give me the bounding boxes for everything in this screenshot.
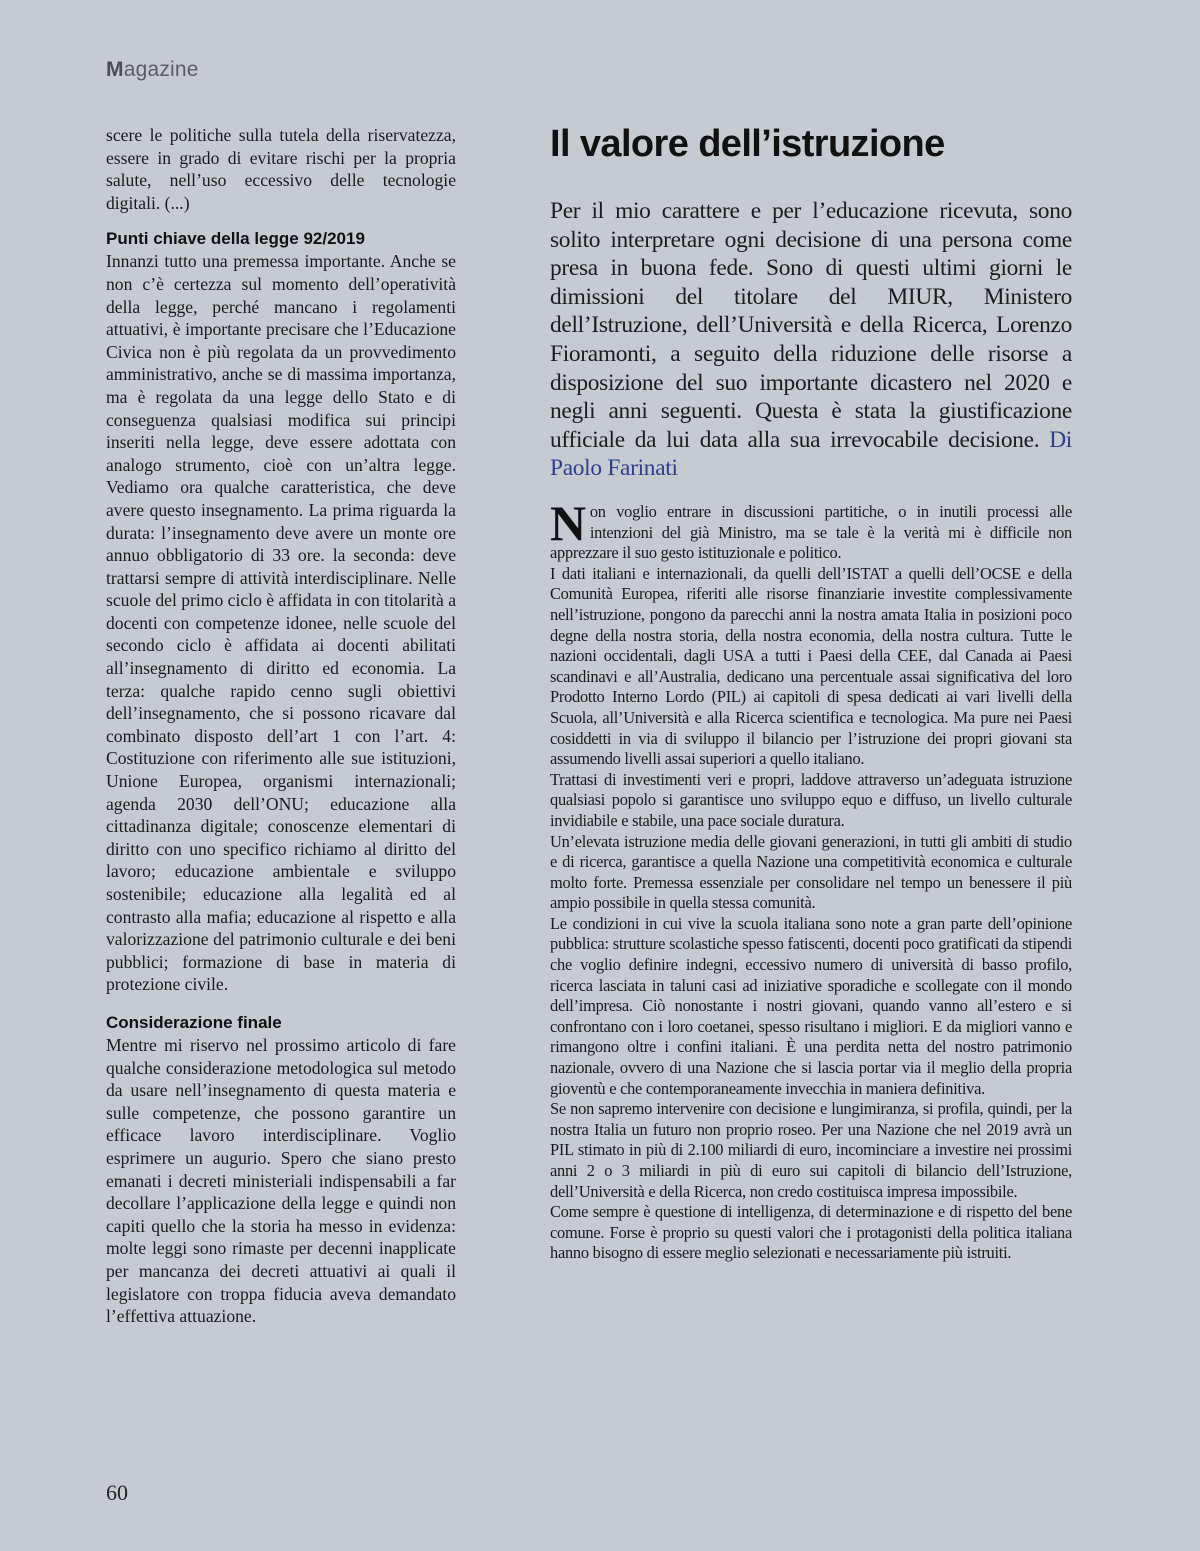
section-text-key-points: Innanzi tutto una premessa importante. Anche se non c’è certezza sul momento dell’operatività della legge, perché mancano i regolamenti attuativi, è importante precisare che l’Educazione Civica non è più regolata da un provvedimento amministrativo, anche se di massima importanza, ma è regolata da una legge dello Stato e di conseguenza qualsiasi modifica sui principi inseriti nella legge, deve essere adottata con analogo strumento, cioè con un’altra legge. Vediamo ora qualche caratteristica, che deve avere questo insegnamento. La prima riguarda la durata: l’insegnamento deve avere un monte ore annuo obbligatorio di 33 ore. la seconda: deve trattarsi sempre di attività interdisciplinare. Nelle scuole del primo ciclo è affidata in con titolarità a docenti con competenze idonee, nelle scuole del secondo ciclo è affidata ai docenti abilitati all’insegnamento di diritto ed economia. La terza: qualche rapido cenno sugli obiettivi dell’insegnamento, che si possono ricavare dal combinato disposto dell’art 1 con l’art. 4: Costituzione con riferimento alle sue istituzioni, Unione Europea, organismi internazionali; agenda 2030 dell’ONU; educazione alla cittadinanza digitale; conoscenze elementari di diritto con uno specifico richiamo al diritto del lavoro; educazione ambientale e sviluppo sostenibile; educazione alla legalità ed al contrasto alla mafia; educazione al rispetto e alla valorizzazione del patrimonio culturale e dei beni pubblici; formazione di base in materia di protezione civile. [106,251,456,995]
page-number: 60 [106,1480,128,1505]
section-text-final: Mentre mi riservo nel prossimo articolo di fare qualche considerazione metodologica sul metodo da usare nell’insegnamento di questa materia e sulle competenze, che possono garantire un efficace lavoro interdisciplinare. Voglio esprimere un augurio. Spero che siano presto emanati i decreti ministeriali indispensabili a far decollare l’applicazione della legge e quindi non capiti quello che la storia ha messo in evidenza: molte leggi sono rimaste per decenni inapplicate per mancanza dei decreti attuativi ai quali il legislatore con troppa fiducia aveva demandato l’effettiva attuazione. [106,1034,456,1327]
first-paragraph [550,495,1072,564]
header-initial: M [106,58,124,81]
header-rest: agazine [123,58,199,81]
section-heading-key-points: Punti chiave della legge 92/2019 [106,229,365,249]
body-paragraph: Come sempre è questione di intelligenza, di determinazione e di rispetto del bene comune. Forse è proprio su questi valori che i protagonisti della politica italiana hanno bisogno di essere meglio selezionati e necessariamente più istruiti. [550,1202,1072,1263]
body-paragraph: Un’elevata istruzione media delle giovani generazioni, in tutti gli ambiti di studio e di ricerca, garantisce a quella Nazione una competitività economica e culturale molto forte. Premessa essenziale per consolidare nel tempo un benessere il più ampio possibile in quella stessa comunità. [550,831,1072,913]
body-paragraph: Le condizioni in cui vive la scuola italiana sono note a gran parte dell’opinione pubblica: strutture scolastiche spesso fatiscenti, docenti poco gratificati da stipendi che voglio definire indegni, eccessivo numero di università di basso profilo, ricerca lasciata in taluni casi ad iniziative sporadiche e scollegate con il mondo dell’impresa. Ciò nonostante i nostri giovani, quando vanno all’estero e si confrontano con i loro coetanei, spesso risultano i migliori. E da migliori vanno e rimangono oltre i confini italiani. È una perdita netta del nostro patrimonio nazionale, ovvero di una Nazione che si lascia portar via il meglio della propria gioventù e che contemporaneamente invecchia in maniera definitiva. [550,913,1072,1098]
body-paragraph: Trattasi di investimenti veri e propri, laddove attraverso un’adeguata istruzione qualsiasi popolo si garantisce uno sviluppo equo e diffuso, un livello culturale invidiabile e stabile, una pace sociale duratura. [550,769,1072,830]
magazine-header [106,58,199,82]
article-lede [550,197,1072,483]
article-body [550,495,1072,1264]
left-intro-paragraph: scere le politiche sulla tutela della riservatezza, essere in grado di evitare rischi per la propria salute, nell’uso eccessivo delle tecnologie digitali. (...) [106,125,456,213]
body-paragraph: I dati italiani e internazionali, da quelli dell’ISTAT a quelli dell’OCSE e della Comunità Europea, riferiti alle risorse finanziarie investite complessivamente nell’istruzione, pongono da parecchi anni la nostra amata Italia in posizioni poco degne della nostra storia, della nostra economia, della nostra cultura. Tutte le nazioni occidentali, dagli USA a tutti i Paesi della CEE, dal Canada ai Paesi scandinavi e all’Australia, dedicano una percentuale assai significativa del loro Prodotto Interno Lordo (PIL) ai capitoli di spesa dedicati ai vari livelli della Scuola, all’Università e alla Ricerca scientifica e tecnologica. Ma pure nei Paesi cosiddetti in via di sviluppo il bilancio per l’istruzione dei propri giovani sta assumendo livelli assai superiori a quello italiano. [550,563,1072,769]
byline: Di Paolo Farinati [550,426,1072,482]
body-paragraph: Se non sapremo intervenire con decisione e lungimiranza, si profila, quindi, per la nostra Italia un futuro non proprio roseo. Per una Nazione che nel 2019 avrà un PIL stimato in più di 2.100 miliardi di euro, incominciare a investire nei prossimi anni 2 o 3 miliardi in più di euro sui capitoli di bilancio dell’Istruzione, dell’Università e della Ricerca, non credo costituisca impresa impossibile. [550,1099,1072,1201]
left-column [106,124,456,1328]
first-paragraph-text: on voglio entrare in discussioni partitiche, o in inutili processi alle intenzioni del già Ministro, ma se tale è la verità mi è difficile non apprezzare il suo gesto istituzionale e politico. [550,502,1072,563]
article-title: Il valore dell’istruzione [550,123,945,165]
drop-cap: N [550,495,586,551]
section-heading-final: Considerazione finale [106,1012,282,1032]
lede-text: Per il mio carattere e per l’educazione ricevuta, sono solito interpretare ogni decisione di una persona come presa in buona fede. Sono di questi ultimi giorni le dimissioni del titolare del MIUR, Ministero dell’Istruzione, dell’Università e della Ricerca, Lorenzo Fioramonti, a seguito della riduzione delle risorse a disposizione del suo importante dicastero nel 2020 e negli anni seguenti. Questa è stata la giustificazione ufficiale da lui data alla sua irrevocabile decisione. [550,198,1072,453]
